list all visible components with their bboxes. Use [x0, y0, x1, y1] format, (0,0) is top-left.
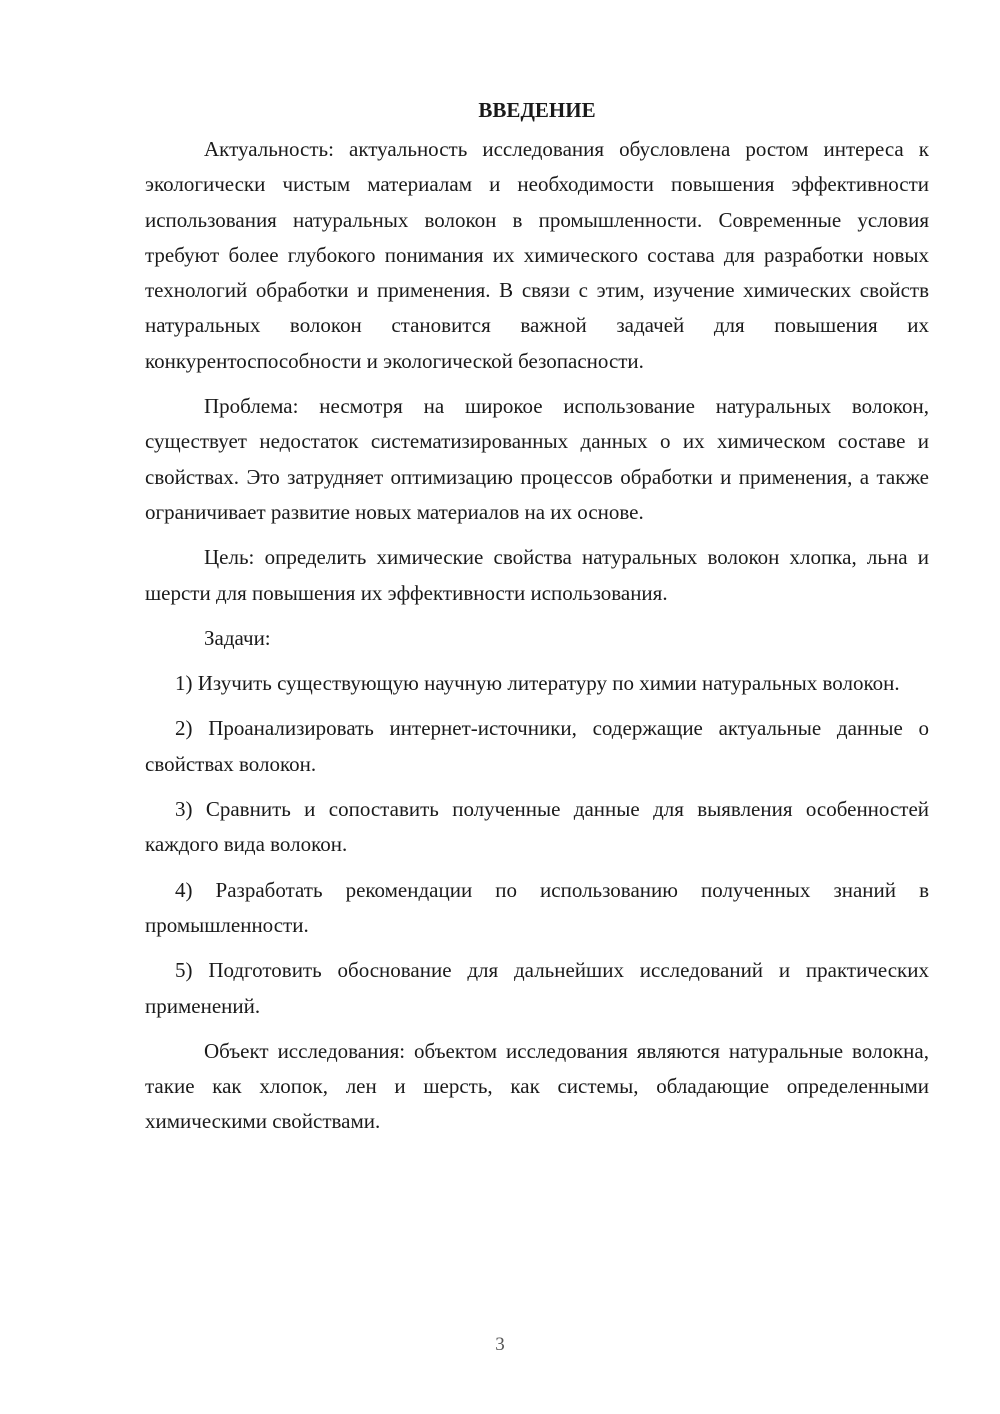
- page-number: 3: [495, 1334, 505, 1355]
- relevance-paragraph: Актуальность: актуальность исследования обусловлена ростом интереса к экологически чистым материалам и необходимости повышения эффективности использования натуральных волокон в промышленности. Современные условия требуют более глубокого понимания их химического состава для разработки новых технологий обработки и применения. В связи с этим, изучение химических свойств натуральных волокон становится важной задачей для повышения их конкурентоспособности и экологической безопасности.: [145, 137, 929, 373]
- task-item-1: 1) Изучить существующую научную литературу по химии натуральных волокон.: [175, 671, 900, 696]
- object-paragraph: Объект исследования: объектом исследования являются натуральные волокна, такие как хлопок, лен и шерсть, как системы, обладающие определенными химическими свойствами.: [145, 1038, 929, 1134]
- tasks-label: Задачи:: [204, 625, 271, 650]
- task-item-5: 5) Подготовить обоснование для дальнейших исследований и практических применений.: [145, 958, 929, 1018]
- problem-paragraph: Проблема: несмотря на широкое использование натуральных волокон, существует недостаток систематизированных данных о их химическом составе и свойствах. Это затрудняет оптимизацию процессов обработки и применения, а также ограничивает развитие новых материалов на их основе.: [145, 394, 929, 524]
- task-item-3: 3) Сравнить и сопоставить полученные данные для выявления особенностей каждого вида волокон.: [145, 797, 929, 857]
- document-page: [145, 92, 929, 1140]
- task-item-4: 4) Разработать рекомендации по использованию полученных знаний в промышленности.: [145, 877, 929, 937]
- task-item-2: 2) Проанализировать интернет-источники, содержащие актуальные данные о свойствах волокон.: [145, 716, 929, 776]
- goal-paragraph: Цель: определить химические свойства натуральных волокон хлопка, льна и шерсти для повышения их эффективности использования.: [145, 545, 929, 605]
- section-heading: ВВЕДЕНИЕ: [478, 98, 596, 122]
